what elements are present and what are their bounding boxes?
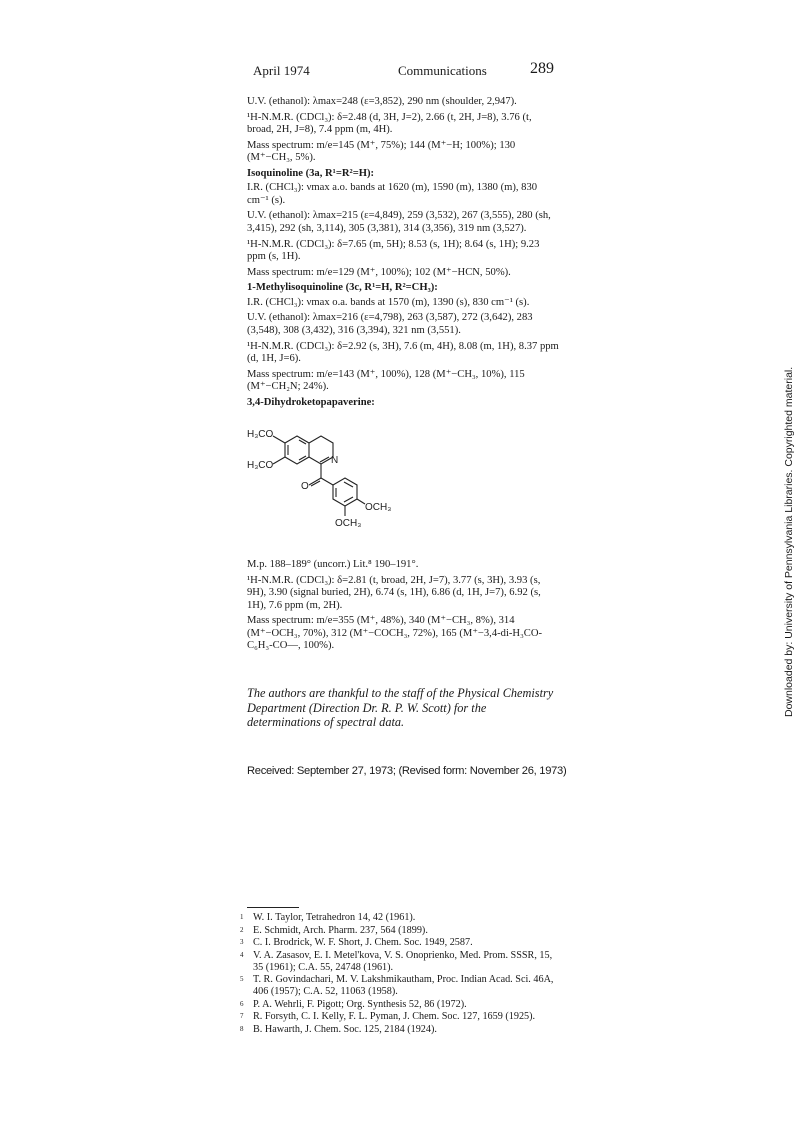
paragraph-ir-3: I.R. (CHCl₃): νmax o.a. bands at 1570 (m), 1390 (s), 830 cm⁻¹ (s). xyxy=(247,296,530,308)
paragraph-mass-3: Mass spectrum: m/e=143 (M⁺, 100%), 128 (M⁺−CH₃, 10%), 115 (M⁺−CH₂N; 24%). xyxy=(247,368,525,393)
paragraph-mass-1: Mass spectrum: m/e=145 (M⁺, 75%); 144 (M⁺−H; 100%); 130 (M⁺−CH₃, 5%). xyxy=(247,139,516,164)
paragraph-uv-1: U.V. (ethanol): λmax=248 (ε=3,852), 290 nm (shoulder, 2,947). xyxy=(247,96,517,107)
paragraph-nmr-3: ¹H-N.M.R. (CDCl₃): δ=2.92 (s, 3H), 7.6 (m, 4H), 8.08 (m, 1H), 8.37 ppm (d, 1H, J=6). xyxy=(247,340,559,364)
chemical-structure xyxy=(247,424,407,552)
received-date: Received: September 27, 1973; (Revised form: November 26, 1973) xyxy=(247,765,567,777)
heading-isoquinoline: Isoquinoline (3a, R¹=R²=H): xyxy=(247,167,375,179)
paragraph-nmr-1: ¹H-N.M.R. (CDCl₃): δ=2.48 (d, 3H, J=2), 2.66 (t, 2H, J=8), 3.76 (t, broad, 2H, J=8), 7.4 ppm (m, 4H). xyxy=(247,111,532,136)
label-och3-bottom: OCH₃ xyxy=(335,518,362,529)
dihydroketopapaverine-data xyxy=(247,559,559,656)
spectral-data-column xyxy=(247,96,559,411)
paragraph-mass-4: Mass spectrum: m/e=355 (M⁺, 48%), 340 (M⁺−CH₃, 8%), 314 (M⁺−OCH₃, 70%), 312 (M⁺−COCH₃, 72%), 165 (M⁺−3,4-di-H₃CO-C₆H₃-CO—, 100%). xyxy=(247,615,543,652)
download-watermark: Downloaded by: University of Pennsylvania Libraries. Copyrighted material. xyxy=(783,366,795,717)
reference-item: 2 E. Schmidt, Arch. Pharm. 237, 564 (1899). xyxy=(240,924,428,936)
reference-item: 3 C. I. Brodrick, W. F. Short, J. Chem. Soc. 1949, 2587. xyxy=(240,937,473,948)
label-nitrogen: N xyxy=(331,455,339,466)
reference-item: 4 V. A. Zasasov, E. I. Metel'kova, V. S. Onoprienko, Med. Prom. SSSR, 15, 35 (1961); C.A. 55, 24748 (1961). xyxy=(240,949,553,973)
page-number: 289 xyxy=(530,60,554,77)
paragraph-nmr-4: ¹H-N.M.R. (CDCl₃): δ=2.81 (t, broad, 2H, J=7), 3.77 (s, 3H), 3.93 (s, 9H), 3.90 (signal buried, 2H), 6.74 (s, 1H), 6.86 (d, 1H, J=7), 6.92 (s, 1H), 7.6 ppm (m, 2H). xyxy=(247,574,541,611)
paragraph-nmr-2: ¹H-N.M.R. (CDCl₃): δ=7.65 (m, 5H); 8.53 (s, 1H); 8.64 (s, 1H); 9.23 ppm (s, 1H). xyxy=(247,238,540,262)
paragraph-mass-2: Mass spectrum: m/e=129 (M⁺, 100%); 102 (M⁺−HCN, 50%). xyxy=(247,266,511,278)
paragraph-ir-2: I.R. (CHCl₃): νmax a.o. bands at 1620 (m), 1590 (m), 1380 (m), 830 cm⁻¹ (s). xyxy=(247,182,538,206)
paragraph-mp: M.p. 188–189° (uncorr.) Lit.⁸ 190–191°. xyxy=(247,559,419,570)
label-och3-right: OCH₃ xyxy=(365,502,392,513)
references-list xyxy=(240,912,560,1036)
footnote-rule xyxy=(247,907,299,908)
reference-item: 8 B. Hawarth, J. Chem. Soc. 125, 2184 (1924). xyxy=(240,1023,437,1035)
heading-dihydroketopapaverine: 3,4-Dihydroketopapaverine: xyxy=(247,396,375,408)
label-h3co-bottom: H₃CO xyxy=(247,460,274,471)
header-date: April 1974 xyxy=(253,63,310,78)
heading-methylisoquinoline: 1-Methylisoquinoline (3c, R¹=H, R²=CH₃): xyxy=(247,282,438,294)
reference-item: 7 R. Forsyth, C. I. Kelly, F. L. Pyman, J. Chem. Soc. 127, 1659 (1925). xyxy=(240,1011,536,1022)
reference-item: 5 T. R. Govindachari, M. V. Lakshmikautham, Proc. Indian Acad. Sci. 46A, 406 (1957); C.A. 52, 11063 (1958). xyxy=(240,974,554,997)
label-oxygen: O xyxy=(301,481,309,492)
reference-item: 6 P. A. Wehrli, F. Pigott; Org. Synthesis 52, 86 (1972). xyxy=(240,998,467,1010)
label-h3co-top: H₃CO xyxy=(247,429,274,440)
header-section: Communications xyxy=(398,63,487,78)
acknowledgement: The authors are thankful to the staff of the Physical Chemistry Department (Direction Dr. R. P. W. Scott) for the determinations of spectral data. xyxy=(247,686,554,729)
reference-item: 1 W. I. Taylor, Tetrahedron 14, 42 (1961). xyxy=(240,912,416,923)
paragraph-uv-2: U.V. (ethanol): λmax=215 (ε=4,849), 259 (3,532), 267 (3,555), 280 (sh, 3,415), 292 (sh, 3,114), 305 (3,381), 314 (3,356), 319 nm (3,527). xyxy=(247,210,551,234)
paragraph-uv-3: U.V. (ethanol): λmax=216 (ε=4,798), 263 (3,587), 272 (3,642), 283 (3,548), 308 (3,432), 316 (3,394), 321 nm (3,551). xyxy=(247,312,533,336)
